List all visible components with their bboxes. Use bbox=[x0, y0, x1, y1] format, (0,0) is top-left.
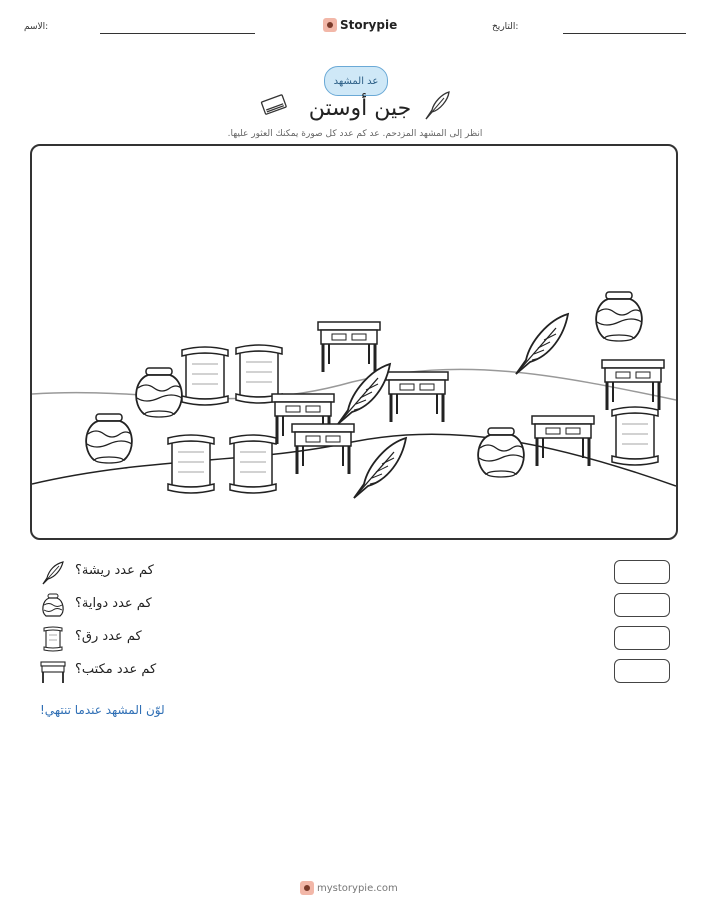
site-url: mystorypie.com bbox=[317, 883, 398, 894]
question-feather: كم عدد ريشة؟ bbox=[75, 563, 154, 578]
storypie-footer-logo-icon bbox=[300, 881, 314, 895]
site-footer[interactable] bbox=[300, 881, 398, 895]
question-desk: كم عدد مكتب؟ bbox=[75, 662, 157, 677]
feather-icon bbox=[40, 560, 66, 586]
storypie-logo-icon bbox=[323, 18, 337, 32]
name-line[interactable] bbox=[100, 33, 255, 34]
instructions: انظر إلى المشهد المزدحم. عد كم عدد كل صورة يمكنك العثور عليها. bbox=[227, 129, 483, 139]
question-row-feather bbox=[40, 560, 670, 586]
desk-icon bbox=[40, 659, 66, 685]
inkpot-icon bbox=[40, 593, 66, 619]
feather-title-icon bbox=[422, 90, 452, 122]
answer-box-feather[interactable] bbox=[614, 560, 670, 584]
brand-name: Storypie bbox=[340, 18, 398, 32]
date-label: التاريخ: bbox=[492, 22, 519, 32]
book-icon bbox=[259, 92, 289, 118]
scroll-icon bbox=[40, 626, 66, 652]
date-line[interactable] bbox=[563, 33, 686, 34]
page-title: جين أوستن bbox=[308, 96, 412, 121]
brand-logo bbox=[323, 14, 397, 33]
activity-badge: عد المشهد bbox=[324, 66, 388, 96]
question-row-scroll bbox=[40, 626, 670, 652]
question-row-desk bbox=[40, 659, 670, 685]
name-label: الاسم: bbox=[24, 22, 49, 32]
question-scroll: كم عدد رق؟ bbox=[75, 629, 142, 644]
answer-box-desk[interactable] bbox=[614, 659, 670, 683]
scene-illustration bbox=[32, 146, 676, 538]
answer-box-inkpot[interactable] bbox=[614, 593, 670, 617]
question-row-inkpot bbox=[40, 593, 670, 619]
question-inkpot: كم عدد دواية؟ bbox=[75, 596, 152, 611]
answer-box-scroll[interactable] bbox=[614, 626, 670, 650]
coloring-note: لوّن المشهد عندما تنتهي! bbox=[40, 703, 165, 717]
counting-scene[interactable] bbox=[30, 144, 678, 540]
